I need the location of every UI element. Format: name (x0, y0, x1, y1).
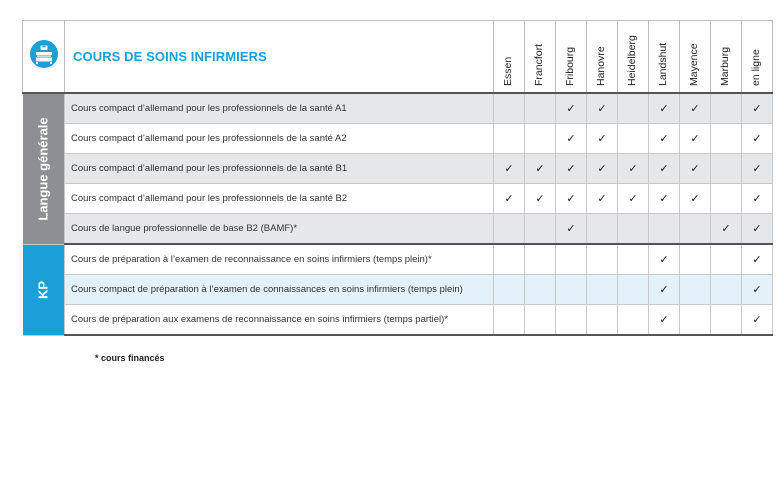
empty-cell (680, 275, 711, 305)
checkmark-icon: ✓ (680, 93, 711, 124)
checkmark-icon: ✓ (556, 184, 587, 214)
empty-cell (618, 93, 649, 124)
empty-cell (711, 154, 742, 184)
empty-cell (587, 275, 618, 305)
checkmark-icon: ✓ (742, 93, 773, 124)
column-header-label: Landshut (657, 42, 669, 86)
column-header (742, 21, 773, 94)
empty-cell (587, 244, 618, 275)
empty-cell (556, 305, 587, 336)
checkmark-icon: ✓ (494, 184, 525, 214)
checkmark-icon: ✓ (649, 184, 680, 214)
courses-table (22, 20, 773, 336)
checkmark-icon: ✓ (649, 275, 680, 305)
table-row (23, 184, 773, 214)
column-header-label: Marburg (719, 46, 731, 86)
column-header-label: Fribourg (564, 46, 576, 86)
empty-cell (680, 214, 711, 245)
empty-cell (711, 184, 742, 214)
checkmark-icon: ✓ (525, 154, 556, 184)
empty-cell (618, 124, 649, 154)
empty-cell (587, 305, 618, 336)
checkmark-icon: ✓ (618, 184, 649, 214)
table-row (23, 214, 773, 245)
course-name: Cours compact d’allemand pour les professionnels de la santé A1 (65, 93, 494, 124)
course-name: Cours de langue professionnelle de base B2 (BAMF)* (65, 214, 494, 245)
empty-cell (494, 124, 525, 154)
empty-cell (525, 275, 556, 305)
column-header-label: en ligne (750, 49, 762, 86)
empty-cell (494, 244, 525, 275)
table-row (23, 244, 773, 275)
checkmark-icon: ✓ (680, 184, 711, 214)
checkmark-icon: ✓ (680, 124, 711, 154)
checkmark-icon: ✓ (742, 184, 773, 214)
empty-cell (556, 244, 587, 275)
empty-cell (525, 214, 556, 245)
footnote: * cours financés (95, 353, 165, 363)
checkmark-icon: ✓ (587, 154, 618, 184)
category-label: KP (35, 280, 51, 299)
course-name: Cours de préparation aux examens de reconnaissance en soins infirmiers (temps partiel)* (65, 305, 494, 336)
table-row (23, 275, 773, 305)
empty-cell (494, 275, 525, 305)
checkmark-icon: ✓ (711, 214, 742, 245)
checkmark-icon: ✓ (742, 124, 773, 154)
checkmark-icon: ✓ (649, 124, 680, 154)
column-header-label: Hanovre (595, 46, 607, 86)
checkmark-icon: ✓ (556, 124, 587, 154)
empty-cell (649, 214, 680, 245)
course-name: Cours de préparation à l’examen de reconnaissance en soins infirmiers (temps plein)* (65, 244, 494, 275)
column-header (556, 21, 587, 94)
column-header-label: Francfort (533, 43, 545, 86)
empty-cell (711, 305, 742, 336)
column-header (494, 21, 525, 94)
empty-cell (525, 124, 556, 154)
checkmark-icon: ✓ (680, 154, 711, 184)
column-header (711, 21, 742, 94)
empty-cell (680, 305, 711, 336)
course-name: Cours compact d’allemand pour les professionnels de la santé B2 (65, 184, 494, 214)
empty-cell (618, 244, 649, 275)
checkmark-icon: ✓ (742, 214, 773, 245)
category-label: Langue générale (35, 117, 51, 221)
checkmark-icon: ✓ (649, 305, 680, 336)
checkmark-icon: ✓ (556, 154, 587, 184)
checkmark-icon: ✓ (742, 275, 773, 305)
empty-cell (711, 275, 742, 305)
table-row (23, 154, 773, 184)
checkmark-icon: ✓ (556, 214, 587, 245)
empty-cell (618, 214, 649, 245)
empty-cell (587, 214, 618, 245)
column-header (587, 21, 618, 94)
column-header-label: Mayence (688, 43, 700, 86)
table-row (23, 124, 773, 154)
course-name: Cours compact de préparation à l’examen de connaissances en soins infirmiers (temps plein) (65, 275, 494, 305)
empty-cell (525, 93, 556, 124)
empty-cell (618, 305, 649, 336)
checkmark-icon: ✓ (525, 184, 556, 214)
checkmark-icon: ✓ (649, 93, 680, 124)
checkmark-icon: ✓ (649, 154, 680, 184)
empty-cell (680, 244, 711, 275)
page-title: COURS DE SOINS INFIRMIERS (65, 21, 494, 94)
empty-cell (618, 275, 649, 305)
checkmark-icon: ✓ (587, 184, 618, 214)
column-header (649, 21, 680, 94)
column-header (680, 21, 711, 94)
table-row (23, 305, 773, 336)
empty-cell (711, 244, 742, 275)
empty-cell (556, 275, 587, 305)
empty-cell (711, 93, 742, 124)
column-header-label: Essen (502, 56, 514, 86)
empty-cell (494, 93, 525, 124)
nurse-bed-icon (29, 39, 59, 69)
empty-cell (711, 124, 742, 154)
checkmark-icon: ✓ (618, 154, 649, 184)
course-name: Cours compact d’allemand pour les professionnels de la santé B1 (65, 154, 494, 184)
courses-table-wrapper (22, 20, 762, 363)
checkmark-icon: ✓ (587, 93, 618, 124)
table-header-row (23, 21, 773, 94)
empty-cell (494, 214, 525, 245)
empty-cell (494, 305, 525, 336)
logo-cell (23, 21, 65, 94)
table-row (23, 93, 773, 124)
checkmark-icon: ✓ (649, 244, 680, 275)
column-header (618, 21, 649, 94)
checkmark-icon: ✓ (587, 124, 618, 154)
column-header (525, 21, 556, 94)
category-label-cell (23, 93, 65, 244)
checkmark-icon: ✓ (742, 305, 773, 336)
column-header-label: Heidelberg (626, 35, 638, 86)
empty-cell (525, 305, 556, 336)
checkmark-icon: ✓ (556, 93, 587, 124)
empty-cell (525, 244, 556, 275)
category-label-cell (23, 244, 65, 335)
course-name: Cours compact d’allemand pour les professionnels de la santé A2 (65, 124, 494, 154)
checkmark-icon: ✓ (494, 154, 525, 184)
checkmark-icon: ✓ (742, 154, 773, 184)
checkmark-icon: ✓ (742, 244, 773, 275)
